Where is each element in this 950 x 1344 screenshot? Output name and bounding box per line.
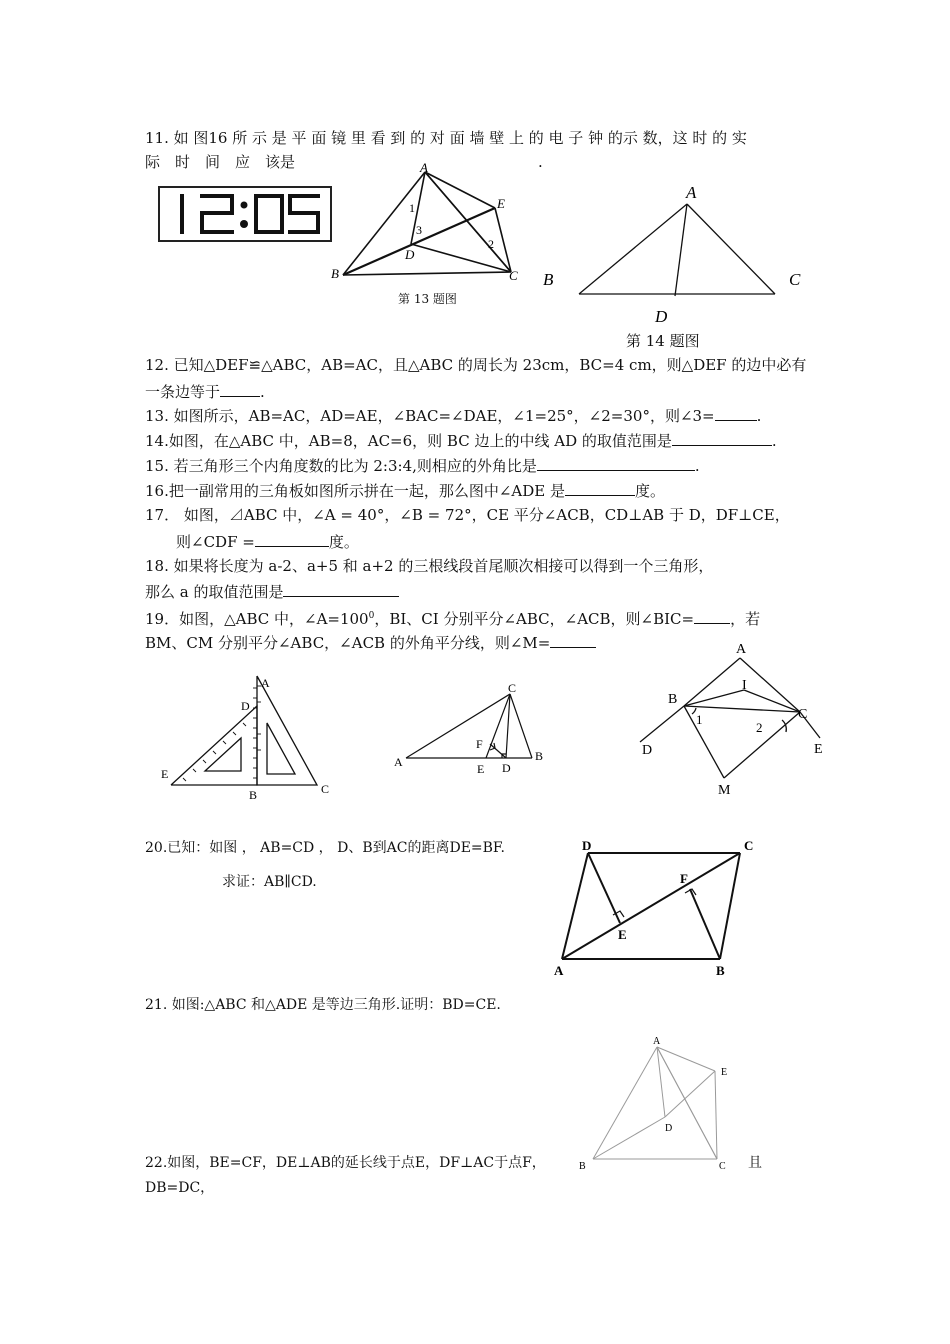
- fig20-label-E: E: [618, 927, 627, 942]
- q21: 21. 如图:△ABC 和△ADE 是等边三角形.证明：BD=CE.: [145, 997, 501, 1013]
- fig19-label-1: 1: [696, 712, 703, 727]
- fig17-label-C: C: [508, 681, 517, 695]
- q19-m-blank: [550, 631, 596, 648]
- fig19-label-C: C: [798, 707, 808, 722]
- q19-line1: [145, 606, 760, 629]
- q13-end: .: [756, 407, 762, 425]
- q15-answer-blank: [537, 454, 695, 471]
- q22-line1: 22.如图，BE=CF，DE⊥AB的延长线于点E，DF⊥AC于点F，: [145, 1155, 546, 1171]
- q19-line2: [145, 631, 596, 653]
- fig19-label-B: B: [668, 692, 678, 707]
- q12-line2: [145, 380, 265, 402]
- fig21-label-A: A: [653, 1036, 661, 1047]
- fig13-label-B: B: [331, 266, 339, 281]
- q11-line2: 际 时 间 应 该是: [145, 153, 296, 171]
- q14-answer-blank: [672, 429, 772, 446]
- q16-text: 16.把一副常用的三角板如图所示拼在一起，那么图中∠ADE 是: [145, 482, 566, 500]
- q17-line1: 17． 如图，⊿ABC 中，∠A = 40°，∠B = 72°，CE 平分∠ACB，CD⊥AB 于 D，DF⊥CE，: [145, 506, 790, 524]
- q13: [145, 404, 761, 426]
- q16-end: 度。: [635, 482, 666, 500]
- fig13-label-C: C: [509, 268, 518, 283]
- fig16-label-C: C: [321, 782, 330, 796]
- q17-line2-text: 则∠CDF =: [176, 533, 255, 551]
- figure-17: [390, 680, 560, 780]
- fig21-label-E: E: [721, 1067, 728, 1078]
- q15-text: 15. 若三角形三个内角度数的比为 2:3:4,则相应的外角比是: [145, 457, 537, 475]
- q12-line1: 12. 已知△DEF≌△ABC，AB=AC，且△ABC 的周长为 23cm，BC=4 cm，则△DEF 的边中必有: [145, 356, 807, 374]
- q20-line1: 20.已知：如图 ， AB=CD ， D、B到AC的距离DE=BF.: [145, 840, 505, 856]
- fig13-label-A: A: [420, 160, 428, 175]
- fig20-label-A: A: [554, 963, 564, 978]
- fig17-label-B: B: [535, 749, 544, 763]
- q15-end: .: [694, 457, 700, 475]
- q12-answer-blank: [220, 380, 260, 397]
- q16: [145, 479, 665, 501]
- fig19-label-M: M: [718, 783, 731, 798]
- q18-answer-blank: [283, 580, 399, 597]
- fig14-label-D: D: [655, 307, 668, 326]
- q19-line1c: ，若: [730, 610, 761, 628]
- fig13-caption: 第 13 题图: [398, 292, 457, 306]
- fig14-label-B: B: [543, 270, 554, 289]
- digital-clock: [158, 186, 332, 242]
- q14: [145, 429, 777, 451]
- fig13-label-D: D: [405, 247, 415, 262]
- q12-end: .: [260, 383, 265, 401]
- fig16-label-D: D: [241, 699, 250, 713]
- fig19-label-2: 2: [756, 720, 763, 735]
- figure-14: [535, 178, 815, 328]
- fig17-label-E: E: [477, 762, 485, 776]
- clock-digits-12-05: [160, 188, 330, 240]
- q19-line1a: 19．如图，△ABC 中，∠A=100: [145, 610, 369, 628]
- fig19-label-I: I: [742, 678, 747, 693]
- q14-end: .: [771, 432, 777, 450]
- q18-line2-text: 那么 a 的取值范围是: [145, 583, 284, 601]
- fig17-label-D: D: [502, 761, 511, 775]
- fig13-label-3: 3: [416, 223, 422, 237]
- fig21-label-B: B: [579, 1161, 586, 1172]
- fig17-label-F: F: [476, 737, 483, 751]
- q19-bic-blank: [694, 607, 730, 624]
- fig20-label-D: D: [582, 838, 592, 853]
- fig19-label-A: A: [736, 642, 747, 657]
- fig14-label-A: A: [686, 183, 697, 202]
- q17-end: 度。: [328, 533, 359, 551]
- fig20-label-C: C: [744, 838, 754, 853]
- q12-line2-text: 一条边等于: [145, 383, 221, 401]
- fig19-label-E: E: [814, 742, 823, 757]
- figure-16-set-squares: [155, 668, 345, 803]
- fig21-label-C: C: [719, 1161, 726, 1172]
- q22-line1-end: 且: [748, 1155, 762, 1171]
- fig21-label-D: D: [665, 1123, 673, 1134]
- fig13-label-E: E: [497, 196, 505, 211]
- fig19-label-D: D: [642, 743, 653, 758]
- figure-21: [575, 1035, 735, 1175]
- fig20-label-F: F: [680, 871, 688, 886]
- fig14-caption: 第 14 题图: [626, 332, 700, 350]
- figure-19: [632, 636, 832, 801]
- fig16-label-E: E: [161, 767, 169, 781]
- figure-20: [550, 835, 765, 980]
- q19-degree-sup: 0: [368, 611, 375, 621]
- q20-line2: 求证：AB∥CD.: [222, 874, 317, 890]
- fig13-label-1: 1: [409, 201, 415, 215]
- q17-line2: [176, 530, 359, 552]
- q13-text: 13. 如图所示，AB=AC，AD=AE，∠BAC=∠DAE，∠1=25°，∠2=30°，则∠3=: [145, 407, 715, 425]
- fig20-label-B: B: [716, 963, 725, 978]
- q22-line2: DB=DC，: [145, 1180, 215, 1196]
- q16-answer-blank: [565, 479, 635, 496]
- q19-line1b: ，BI、CI 分别平分∠ABC，∠ACB，则∠BIC=: [374, 610, 695, 628]
- fig13-label-2: 2: [488, 237, 494, 251]
- q18-line1: 18. 如果将长度为 a-2、a+5 和 a+2 的三根线段首尾顺次相接可以得到一个三角形，: [145, 557, 714, 575]
- q17-answer-blank: [255, 530, 329, 547]
- q11-end: .: [538, 153, 543, 171]
- q11-line1: 11. 如 图16 所 示 是 平 面 镜 里 看 到 的 对 面 墙 壁 上 的 电 子 钟 的示 数，这 时 的 实: [145, 129, 747, 147]
- fig14-label-C: C: [789, 270, 801, 289]
- q13-answer-blank: [715, 404, 757, 421]
- figure-13: [325, 160, 535, 310]
- q18-line2: [145, 580, 399, 602]
- q14-text: 14.如图，在△ABC 中，AB=8，AC=6，则 BC 边上的中线 AD 的取值范围是: [145, 432, 672, 450]
- fig17-label-A: A: [394, 755, 403, 769]
- q15: [145, 454, 700, 476]
- q19-line2-text: BM、CM 分别平分∠ABC，∠ACB 的外角平分线，则∠M=: [145, 634, 551, 652]
- fig16-label-A: A: [261, 676, 270, 690]
- fig16-label-B: B: [249, 788, 258, 802]
